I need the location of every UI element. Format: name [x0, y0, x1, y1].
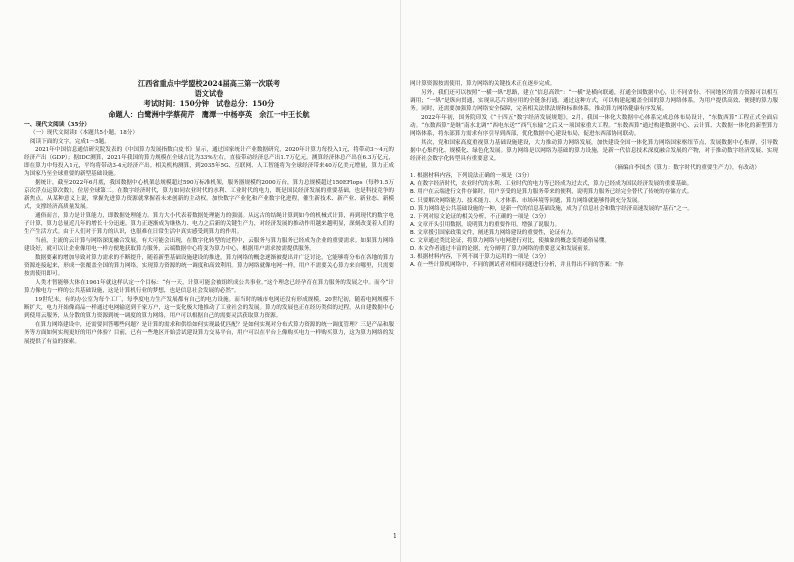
paragraph: 数据要素的增加导致对算力需求的不断提升，随着新型基础设施建设的推进，算力网络的概念逐渐被提出并广泛讨论，它能够将分布在各地的算力资源连接起来，形成一张覆盖全国的算力网络，实现算力资源的统一调度和高效利用。算力网络就像电网一样，用户不需要关心算力来自哪里，只需要按需使用即可。: [24, 255, 394, 278]
exam-info: 考试时间：150分钟 试卷总分：150分: [143, 99, 275, 108]
question-stem: 2. 下列对原文论证的相关分析，不正确的一项是（3分）: [410, 213, 550, 220]
answer-option: A. 文章开头引用数据，说明算力的重要作用，增强了说服力。: [410, 221, 561, 228]
question-stem: 3. 根据材料内容，下列不属于算力运用的一项是（3分）: [410, 254, 550, 261]
page-fold: [400, 0, 401, 562]
answer-option: B. 文章援引国家政策文件，阐述算力网络建设的重要性，论证有力。: [410, 229, 577, 236]
instructions: 阅读下面的文字，完成1～5题。: [30, 138, 110, 145]
answer-option: D. 本文作者通过丰富的论据，充分阐明了算力网络的重要意义和发展前景。: [410, 246, 594, 253]
paragraph: 其次，党和国家高度重视算力基础设施建设，大力推动算力网络发展，加快建设全国一体化算力网络国家枢纽节点，发展数据中心集群，引导数据中心集约化、规模化、绿色化发展。算力网络是以网络为基础的算力设施，是新一代信息技术深度融合发展的产物，对于推动数字经济发展、实现经济社会数字化转型具有重要意义。: [410, 140, 778, 163]
paragraph: 在算力网络建设中，还需要回答哪些问题？是计算的需求和供给如何实现最优匹配？是如何实现对分布式算力资源的统一调度管理？三是产品和服务等方面如何实现更好的用户体验？目前，已有一些地区开始尝试建设算力交易平台，用户可以在平台上像购买电力一样购买算力，这为算力网络的发展提供了有益的探索。: [24, 322, 394, 345]
answer-option: B. 用户在云端进行文件存储时，用户享受的是算力服务带来的便利，说明算力服务已经完全替代了传统的存储方式。: [410, 189, 693, 196]
paragraph: 通俗而言，算力是计算能力，即数据处理能力。算力大小代表着数据处理能力的强弱。从远古的结绳计算到如今的机械式计算，再到现代的数字电子计算，算力总量近几年的增长十分迅速。算力正逐渐成为继热力、电力之后新的关键生产力，对经济发展的推动作用越来越明显，深刻改变着人们的生产生活方式。由于人们对于算力的认识，也很难在日常生活中真实感受到算力的作用。: [24, 213, 394, 236]
exam-authors: 命题人：白鹭洲中学蔡荷芹 鹰潭一中杨亭英 余江一中王长航: [108, 110, 310, 119]
paragraph: 另外，我们还可以按照“一横一纵”思路，建立“信息高铁”：“一横”是横向联通，打通全国数据中心，让不同省份、不同地区的算力资源可以相互调用；“一纵”是纵向贯通，实现从芯片到应用的全链条打通。通过这种方式，可以构建起覆盖全国的算力网络体系，为用户提供高效、便捷的算力服务。同时，还需要加强算力网络安全保障，完善相关法律法规和标准体系，推动算力网络健康有序发展。: [410, 89, 778, 113]
answer-option: C. 只要解决网络能力、技术能力、人才体系、市场环境等问题，算力网络就能够得到充分发展。: [410, 197, 643, 204]
left-column: [24, 0, 394, 562]
exam-title: 江西省重点中学盟校2024届高三第一次联考: [137, 79, 281, 88]
question-stem: 1. 根据材料内容，下列说法正确的一项是（3分）: [410, 173, 533, 180]
paragraph: 人类才智能够大体在1961年就这样认定一个目标：“有一天，计算可能会被组织成公共事业。”这个理念已经孕育在算力服务的发展之中。而今“计算力像电力一样的公共基础设施，这是计算机行业的梦想，也是信息社会发展的必然”。: [24, 280, 394, 295]
paragraph: 2022年年初，国务院印发《“十四五”数字经济发展规划》，2月，我国一体化大数据中心体系完成总体布局设计，“东数西算”工程正式全面启动。“东数西算”是继“南水北调”“西电东送”“西气东输”之后又一项国家重大工程。“东数西算”通过构建数据中心、云计算、大数据一体化的新型算力网络体系，将东部算力需求有序引导到西部，优化数据中心建设布局，促进东西部协同联动。: [410, 114, 778, 138]
paragraph: 2021年中国信息通信研究院发表的《中国算力发展指数白皮书》显示，通过国家统计产业数据研究，2020年计算力每投入1元，将带动3～4元的经济产出（GDP）；据IDC测算，2021年我国的算力规模在全球占比为33%左右，直接带动经济总产出1.7万亿元。测算经济体总产出在6.3万亿元，即在算力中每投入1元，平均将带动3-4元经济产出。相关机构测算，到2035年5G、互联网、人工智能将为全球经济带来40万亿美元增量，算力正成为国家乃至全球重要的新型基础设施。: [24, 146, 394, 178]
answer-option: C. 文章通过类比论证，将算力网络与电网进行对比，使抽象的概念变得通俗易懂。: [410, 237, 610, 244]
right-column: [410, 0, 778, 562]
answer-option: A. 在一些计算机网络中，不同的测试者对相同问题进行分析，并且得出不同的答案：“你: [410, 262, 624, 269]
paragraph: 网计算资源按需使用，算力网络的关键技术正在逐步完成。: [410, 81, 556, 87]
answer-option: D. 算力网络是公共基础设施的一种，是新一代的信息基础设施，成为了信息社会和数字经济高速发展的“基石”之一。: [410, 205, 693, 212]
section-heading: 一、现代文阅读（35分）: [24, 122, 91, 128]
paragraph: 当前，主流的云计算与网络深度融合发展，有大可能会出现，在数字化转型的过程中，云服务与算力服务已经成为企业的重要需求。如果算力网络建设好，就可以让企业像用电一样方便地获取算力服务，云端数据中心将变为算力中心，根据用户需求按需提供服务。: [24, 238, 394, 253]
answer-option: A. 在数字经济时代，农业时代的水利、工业时代的电力等已经成为过去式，算力已经成为国民经济发展的重要基础。: [410, 181, 693, 188]
source-citation: （摘编自李国杰《算力：数字时代的重要生产力》，有改动）: [611, 165, 760, 172]
paragraph: 19世纪末，有的办公室为每个工厂，每季度电力生产发展都有自己的电力设施。而当时的城市电网还没有形成规模。20世纪初，随着电网规模不断扩大，电力开始像商品一样通过电网输送到千家万户，这一变化极大地推动了工业社会的发展。算力的发展也正在经历类似的过程，从自建数据中心到使用云服务，从分散的算力资源到统一调度的算力网络，用户可以根据自己的需要灵活获取算力资源。: [24, 297, 394, 320]
subsection-heading: （一）现代文阅读Ⅰ（本题共5小题，18分）: [30, 130, 138, 137]
exam-subject: 语文试卷: [194, 89, 224, 98]
page-number: 1: [393, 533, 397, 540]
paragraph: 据统计，截至2022年6月底，我国数据中心机架总规模超过590万标准机架，服务器规模约2000万台，算力总规模超过150EFlops（每秒1.5万京次浮点运算次数），位居全球第二。在数字经济时代，算力如同农业时代的水利、工业时代的电力，既是国民经济发展的重要基础，也是科技竞争的新焦点。从某种意义上说，掌握先进算力资源就掌握着未来创新的主动权。加快数字产业化和产业数字化进程，催生新技术、新产业、新业态、新模式，支撑经济高质量发展。: [24, 179, 394, 211]
